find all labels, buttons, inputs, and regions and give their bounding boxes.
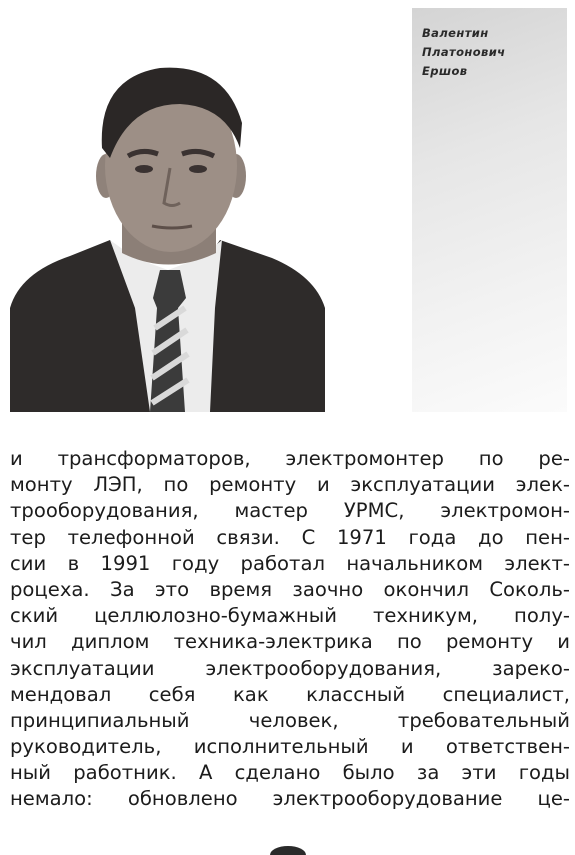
body-paragraph — [10, 446, 570, 813]
text-line: и трансформаторов, электромонтер по ре- — [10, 447, 570, 470]
portrait-illustration — [10, 8, 325, 412]
caption-surname: Ершов — [422, 64, 468, 78]
caption-patronymic: Платонович — [422, 45, 506, 59]
page-edge-mark — [270, 846, 306, 855]
text-line: монту ЛЭП, по ремонту и эксплуатации элек- — [10, 473, 570, 497]
caption-first-name: Валентин — [422, 26, 489, 40]
text-line: тер телефонной связи. С 1971 года до пен- — [10, 525, 570, 549]
text-line: ский целлюлозно-бумажный техникум, полу- — [10, 604, 570, 628]
text-line: принципиальный человек, требовательный — [10, 708, 570, 732]
text-line: ный работник. А сделано было за эти годы — [10, 761, 570, 785]
text-line: трооборудования, мастер УРМС, электромон- — [10, 499, 570, 523]
name-caption-panel — [412, 8, 567, 412]
text-line: немало: обновлено электрооборудование це- — [10, 787, 570, 811]
text-line: руководитель, исполнительный и ответствен- — [10, 735, 570, 759]
portrait-photo — [10, 8, 325, 412]
text-line: сии в 1991 году работал начальником элект- — [10, 551, 570, 575]
text-line: роцеха. За это время заочно окончил Соколь- — [10, 577, 570, 601]
text-line: чил диплом техника-электрика по ремонту и — [10, 630, 570, 654]
text-line: мендовал себя как классный специалист, — [10, 682, 570, 706]
text-line: эксплуатации электрооборудования, зареко- — [10, 656, 570, 680]
